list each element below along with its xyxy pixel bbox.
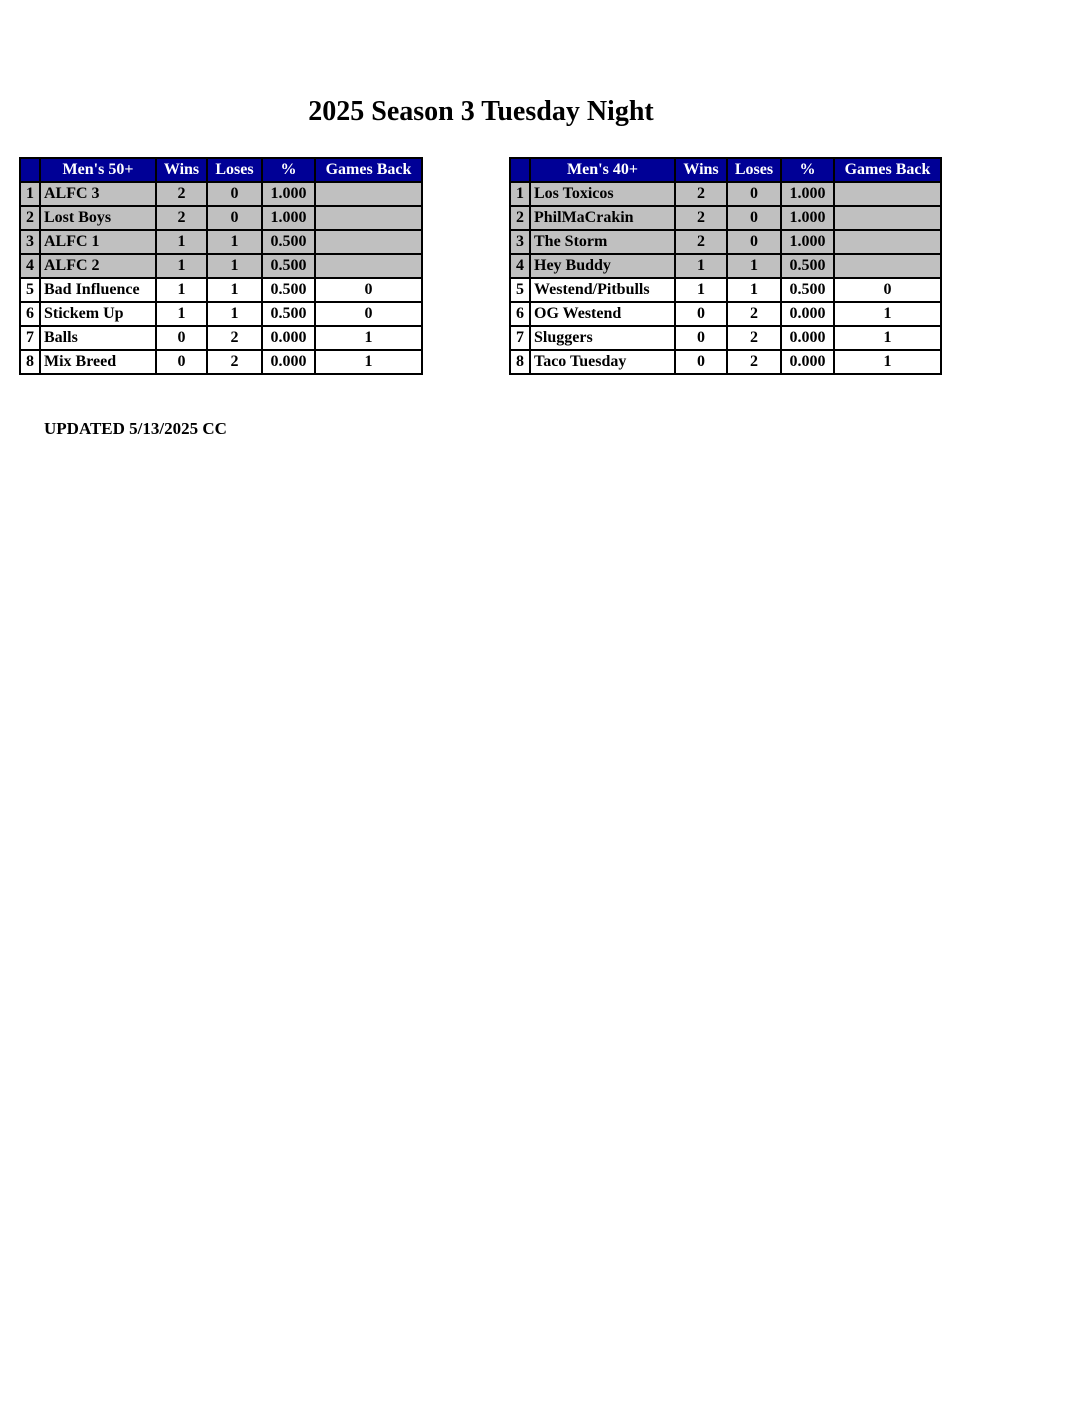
cell-percent: 0.500 — [781, 254, 834, 278]
cell-percent: 0.000 — [262, 350, 315, 374]
cell-games-back: 0 — [315, 278, 422, 302]
cell-team-name: Sluggers — [530, 326, 675, 350]
table-row — [510, 254, 941, 278]
table-row — [20, 182, 422, 206]
cell-wins: 1 — [156, 278, 207, 302]
table-header-row — [20, 158, 422, 182]
cell-wins: 2 — [675, 230, 727, 254]
standings-table-mens-40 — [509, 157, 942, 375]
cell-wins: 0 — [156, 326, 207, 350]
cell-rank: 4 — [510, 254, 530, 278]
cell-games-back: 1 — [315, 350, 422, 374]
cell-rank: 1 — [510, 182, 530, 206]
cell-loses: 1 — [207, 302, 262, 326]
cell-games-back: 1 — [315, 326, 422, 350]
cell-loses: 0 — [727, 230, 781, 254]
cell-percent: 0.500 — [781, 278, 834, 302]
cell-games-back: 0 — [315, 302, 422, 326]
column-header-games-back: Games Back — [315, 158, 422, 182]
table-row — [510, 278, 941, 302]
column-header-loses: Loses — [727, 158, 781, 182]
cell-rank: 2 — [510, 206, 530, 230]
cell-percent: 0.500 — [262, 254, 315, 278]
cell-wins: 2 — [675, 206, 727, 230]
cell-percent: 1.000 — [262, 206, 315, 230]
cell-games-back: 1 — [834, 302, 941, 326]
cell-games-back: 1 — [834, 350, 941, 374]
cell-team-name: ALFC 3 — [40, 182, 156, 206]
table-header-row — [510, 158, 941, 182]
table-row — [20, 278, 422, 302]
cell-wins: 0 — [156, 350, 207, 374]
cell-loses: 2 — [207, 350, 262, 374]
cell-loses: 2 — [727, 350, 781, 374]
cell-loses: 2 — [207, 326, 262, 350]
cell-wins: 2 — [675, 182, 727, 206]
cell-loses: 1 — [207, 230, 262, 254]
cell-loses: 0 — [727, 182, 781, 206]
cell-rank: 3 — [510, 230, 530, 254]
cell-percent: 0.000 — [781, 326, 834, 350]
cell-percent: 0.000 — [781, 302, 834, 326]
cell-rank: 8 — [20, 350, 40, 374]
table-row — [510, 326, 941, 350]
cell-percent: 0.000 — [262, 326, 315, 350]
table-row — [510, 302, 941, 326]
cell-games-back: 1 — [834, 326, 941, 350]
cell-wins: 1 — [156, 254, 207, 278]
cell-loses: 1 — [207, 278, 262, 302]
table-body — [20, 182, 422, 374]
cell-team-name: Westend/Pitbulls — [530, 278, 675, 302]
standings-table-mens-50 — [19, 157, 423, 375]
cell-team-name: PhilMaCrakin — [530, 206, 675, 230]
page-title: 2025 Season 3 Tuesday Night — [308, 96, 654, 127]
cell-rank: 5 — [20, 278, 40, 302]
table-row — [20, 326, 422, 350]
cell-loses: 2 — [727, 326, 781, 350]
cell-team-name: Lost Boys — [40, 206, 156, 230]
cell-games-back — [834, 182, 941, 206]
cell-wins: 0 — [675, 350, 727, 374]
cell-loses: 0 — [207, 182, 262, 206]
cell-team-name: Bad Influence — [40, 278, 156, 302]
cell-games-back — [834, 254, 941, 278]
cell-percent: 1.000 — [781, 230, 834, 254]
cell-games-back — [315, 254, 422, 278]
column-header-games-back: Games Back — [834, 158, 941, 182]
cell-team-name: Taco Tuesday — [530, 350, 675, 374]
cell-loses: 0 — [207, 206, 262, 230]
cell-games-back — [315, 206, 422, 230]
cell-rank: 1 — [20, 182, 40, 206]
cell-percent: 0.500 — [262, 302, 315, 326]
cell-rank: 5 — [510, 278, 530, 302]
cell-team-name: ALFC 2 — [40, 254, 156, 278]
cell-wins: 1 — [675, 254, 727, 278]
table-row — [20, 254, 422, 278]
cell-team-name: Los Toxicos — [530, 182, 675, 206]
cell-games-back — [315, 230, 422, 254]
cell-team-name: Stickem Up — [40, 302, 156, 326]
cell-rank: 6 — [510, 302, 530, 326]
cell-wins: 0 — [675, 326, 727, 350]
column-header-loses: Loses — [207, 158, 262, 182]
cell-percent: 0.500 — [262, 230, 315, 254]
column-header-division: Men's 40+ — [530, 158, 675, 182]
cell-rank: 6 — [20, 302, 40, 326]
column-header-wins: Wins — [675, 158, 727, 182]
cell-rank: 2 — [20, 206, 40, 230]
cell-wins: 0 — [675, 302, 727, 326]
cell-loses: 1 — [727, 254, 781, 278]
table-row — [20, 350, 422, 374]
cell-wins: 2 — [156, 206, 207, 230]
cell-team-name: Mix Breed — [40, 350, 156, 374]
cell-wins: 2 — [156, 182, 207, 206]
cell-rank: 3 — [20, 230, 40, 254]
table-row — [510, 182, 941, 206]
cell-loses: 0 — [727, 206, 781, 230]
cell-games-back — [834, 206, 941, 230]
cell-team-name: OG Westend — [530, 302, 675, 326]
cell-loses: 2 — [727, 302, 781, 326]
cell-percent: 1.000 — [262, 182, 315, 206]
cell-rank: 7 — [510, 326, 530, 350]
cell-team-name: ALFC 1 — [40, 230, 156, 254]
table-row — [20, 302, 422, 326]
cell-loses: 1 — [207, 254, 262, 278]
table-row — [510, 230, 941, 254]
cell-team-name: Hey Buddy — [530, 254, 675, 278]
cell-percent: 1.000 — [781, 206, 834, 230]
table-row — [510, 350, 941, 374]
column-header-rank — [510, 158, 530, 182]
cell-team-name: Balls — [40, 326, 156, 350]
cell-games-back: 0 — [834, 278, 941, 302]
cell-wins: 1 — [156, 302, 207, 326]
table-body — [510, 182, 941, 374]
cell-rank: 8 — [510, 350, 530, 374]
cell-wins: 1 — [156, 230, 207, 254]
cell-games-back — [315, 182, 422, 206]
updated-note: UPDATED 5/13/2025 CC — [44, 419, 227, 438]
column-header-rank — [20, 158, 40, 182]
column-header-division: Men's 50+ — [40, 158, 156, 182]
table-row — [20, 230, 422, 254]
column-header-percent: % — [781, 158, 834, 182]
column-header-wins: Wins — [156, 158, 207, 182]
table-row — [510, 206, 941, 230]
table-row — [20, 206, 422, 230]
column-header-percent: % — [262, 158, 315, 182]
cell-wins: 1 — [675, 278, 727, 302]
cell-rank: 7 — [20, 326, 40, 350]
cell-loses: 1 — [727, 278, 781, 302]
cell-percent: 0.000 — [781, 350, 834, 374]
cell-team-name: The Storm — [530, 230, 675, 254]
cell-games-back — [834, 230, 941, 254]
cell-percent: 1.000 — [781, 182, 834, 206]
cell-rank: 4 — [20, 254, 40, 278]
cell-percent: 0.500 — [262, 278, 315, 302]
